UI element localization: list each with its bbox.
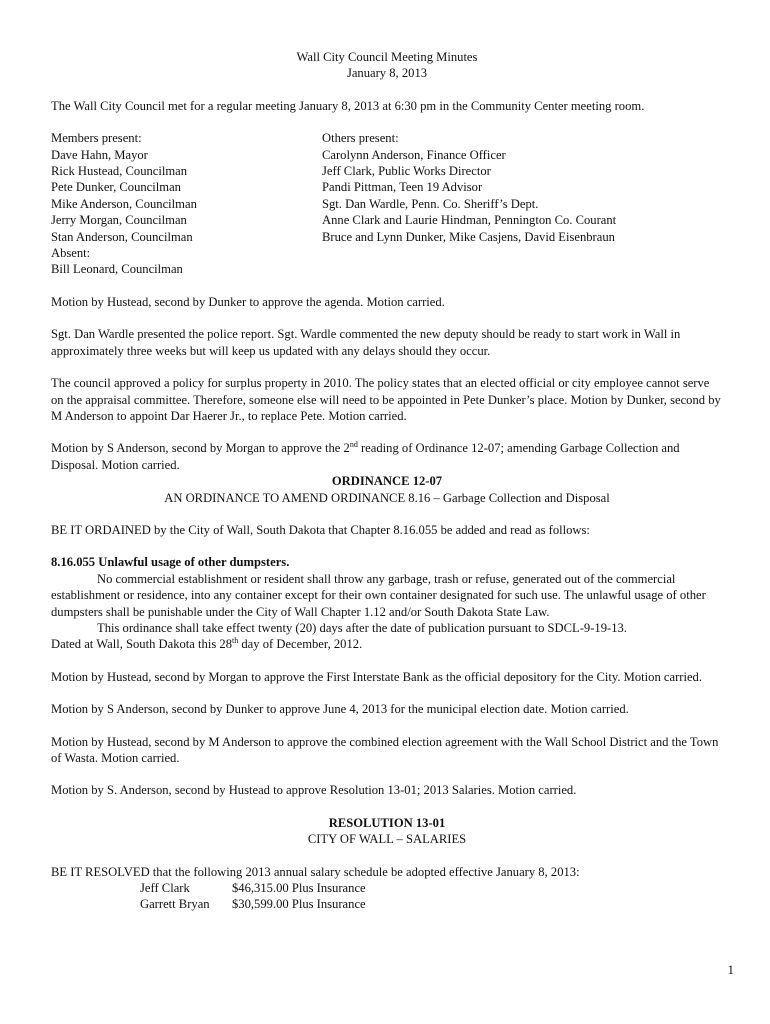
absent-heading: Absent: — [51, 246, 91, 261]
member-item: Mike Anderson, Councilman — [51, 196, 197, 211]
ordinance-motion-superscript: nd — [349, 440, 358, 450]
member-item: Rick Hustead, Councilman — [51, 164, 188, 179]
intro-paragraph: The Wall City Council met for a regular meeting January 8, 2013 at 6:30 pm in the Community Center meeting room. — [51, 98, 645, 113]
members-heading: Members present: — [51, 131, 142, 146]
document-page — [51, 49, 723, 913]
others-item: Pandi Pittman, Teen 19 Advisor — [322, 180, 483, 195]
election-agreement-motion: Motion by Hustead, second by M Anderson to approve the combined election agreement with the Wall School District and the Town of Wasta. Motion carried. — [51, 734, 719, 765]
document-title: Wall City Council Meeting Minutes — [296, 50, 478, 64]
resolution-title: RESOLUTION 13-01 — [328, 815, 446, 830]
members-column — [51, 130, 322, 278]
dated-line — [51, 636, 723, 652]
others-heading: Others present: — [322, 131, 399, 146]
section-body: No commercial establishment or resident shall throw any garbage, trash or refuse, generated out of the commercial establishment or residence, into any container except for their own container designated for such use. The unlawful usage of other dumpsters shall be punishable under the City of Wall Chapter 1.12 and/or South Dakota State Law. — [51, 571, 706, 619]
salary-row — [51, 880, 723, 896]
member-item: Jerry Morgan, Councilman — [51, 213, 187, 228]
dated-text: Dated at Wall, South Dakota this 28 — [51, 637, 232, 652]
effective-date-paragraph: This ordinance shall take effect twenty (20) days after the date of publication pursuant to SDCL-9-19-13. — [97, 620, 627, 635]
salary-name: Garrett Bryan — [140, 897, 210, 912]
others-item: Bruce and Lynn Dunker, Mike Casjens, David Eisenbraun — [322, 229, 615, 244]
ordinance-motion-text-end: reading of Ordinance 12-07; amending Garbage Collection and Disposal. Motion carried. — [51, 441, 680, 472]
attendance-section — [51, 130, 723, 278]
resolution-subtitle: CITY OF WALL – SALARIES — [307, 832, 467, 847]
dated-superscript: th — [232, 636, 239, 646]
agenda-motion: Motion by Hustead, second by Dunker to approve the agenda. Motion carried. — [51, 294, 445, 309]
ordinance-title: ORDINANCE 12-07 — [331, 474, 443, 489]
others-item: Anne Clark and Laurie Hindman, Pennington Co. Courant — [322, 213, 617, 228]
depository-motion: Motion by Hustead, second by Morgan to approve the First Interstate Bank as the official depository for the City. Motion carried. — [51, 669, 703, 684]
others-column — [322, 130, 723, 278]
resolved-paragraph: BE IT RESOLVED that the following 2013 annual salary schedule be adopted effective January 8, 2013: — [51, 864, 580, 879]
police-report-paragraph: Sgt. Dan Wardle presented the police report. Sgt. Wardle commented the new deputy should be ready to start work in Wall in approximately three weeks but will keep us updated with any delays should they occur. — [51, 327, 681, 358]
salaries-motion: Motion by S. Anderson, second by Hustead to approve Resolution 13-01; 2013 Salaries. Motion carried. — [51, 783, 577, 798]
member-item: Stan Anderson, Councilman — [51, 229, 193, 244]
salary-name: Jeff Clark — [140, 881, 190, 896]
election-date-motion: Motion by S Anderson, second by Dunker to approve June 4, 2013 for the municipal election date. Motion carried. — [51, 702, 629, 717]
others-item: Sgt. Dan Wardle, Penn. Co. Sheriff’s Dept. — [322, 196, 539, 211]
others-item: Jeff Clark, Public Works Director — [322, 164, 491, 179]
salary-row — [51, 896, 723, 912]
member-item: Dave Hahn, Mayor — [51, 147, 148, 162]
document-date: January 8, 2013 — [346, 66, 428, 81]
ordinance-subtitle: AN ORDINANCE TO AMEND ORDINANCE 8.16 – Garbage Collection and Disposal — [164, 490, 610, 505]
surplus-policy-paragraph: The council approved a policy for surplus property in 2010. The policy states that an elected official or city employee cannot serve on the appraisal committee. Therefore, someone else will need to be appointed in Pete Dunker’s place. Motion by Dunker, second by M Anderson to appoint Dar Haerer Jr., to replace Pete. Motion carried. — [51, 376, 721, 423]
others-item: Carolynn Anderson, Finance Officer — [322, 147, 506, 162]
ordained-paragraph: BE IT ORDAINED by the City of Wall, South Dakota that Chapter 8.16.055 be added and read as follows: — [51, 522, 590, 537]
member-item: Pete Dunker, Councilman — [51, 180, 181, 195]
section-heading: 8.16.055 Unlawful usage of other dumpsters. — [51, 555, 290, 570]
dated-text-end: day of December, 2012. — [238, 637, 363, 652]
absent-item: Bill Leonard, Councilman — [51, 262, 183, 277]
ordinance-motion — [51, 440, 723, 473]
salary-amount: $30,599.00 Plus Insurance — [232, 897, 366, 912]
salary-amount: $46,315.00 Plus Insurance — [232, 881, 366, 896]
ordinance-motion-text: Motion by S Anderson, second by Morgan to approve the 2 — [51, 441, 350, 456]
page-number: 1 — [727, 962, 734, 977]
